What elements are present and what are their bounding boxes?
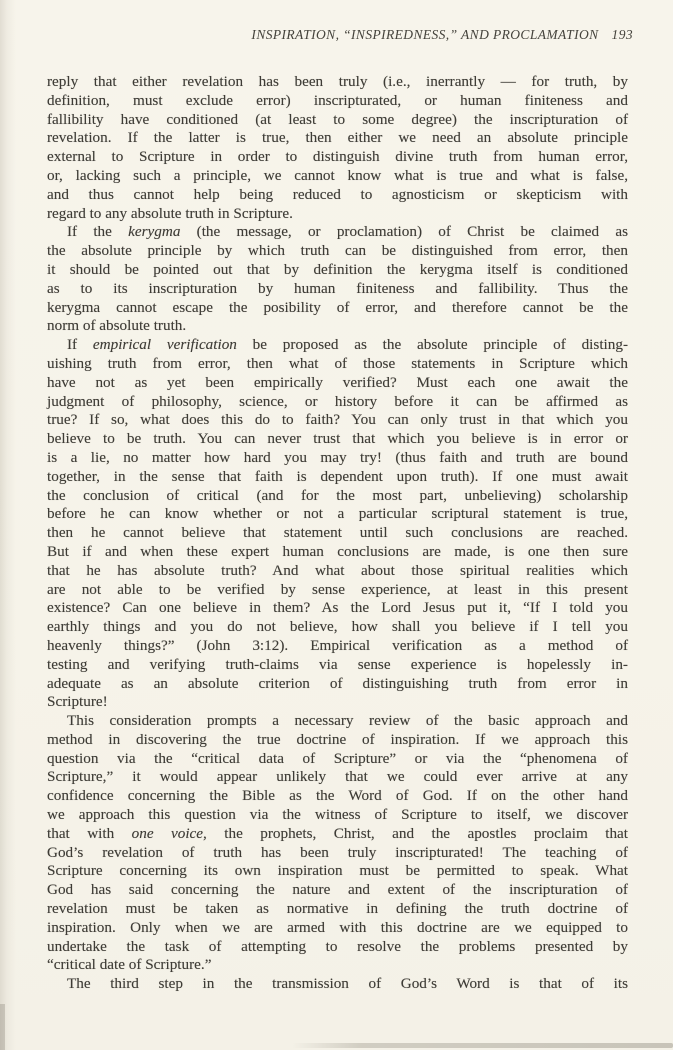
text-line: method in discovering the true doctrine of inspiration. If we approach this bbox=[47, 730, 628, 748]
text-line: God’s revelation of truth has been truly inscripturated! The teaching of bbox=[47, 843, 628, 861]
page-body bbox=[47, 73, 628, 994]
text-line: reply that either revelation has been truly (i.e., inerrantly — for truth, by bbox=[47, 73, 628, 90]
text-line: The third step in the transmission of God’s Word is that of its bbox=[67, 975, 628, 993]
text-line: true? If so, what does this do to faith? You can only trust in that which you bbox=[47, 411, 628, 429]
text-line: inspiration. Only when we are armed with this doctrine are we equipped to bbox=[47, 918, 628, 936]
scan-smudge bbox=[0, 1004, 5, 1050]
text-line: earthly things and you do not believe, how shall you believe if I tell you bbox=[47, 618, 628, 636]
text-line: fallibility have conditioned (at least to some degree) the inscripturation of bbox=[47, 110, 628, 128]
paragraph bbox=[47, 336, 628, 712]
text-line: This consideration prompts a necessary review of the basic approach and bbox=[67, 712, 628, 730]
text-line: question via the “critical data of Scripture” or via the “phenomena of bbox=[47, 749, 628, 767]
text-line: judgment of philosophy, science, or history before it can be affirmed as bbox=[47, 392, 628, 410]
text-line: regard to any absolute truth in Scripture. bbox=[47, 204, 293, 222]
text-line: external to Scripture in order to distinguish divine truth from human error, bbox=[47, 148, 628, 166]
paragraph bbox=[47, 975, 628, 994]
text-line: then he cannot believe that statement until such conclusions are reached. bbox=[47, 524, 628, 542]
text-line: together, in the sense that faith is dependent upon truth). If one must await bbox=[47, 467, 628, 485]
text-line: Scripture concerning its own inspiration must be permitted to speak. What bbox=[47, 862, 628, 880]
text-line: it should be pointed out that by definition the kerygma itself is conditioned bbox=[47, 260, 628, 278]
text-line: before he can know whether or not a particular scriptural statement is true, bbox=[47, 505, 628, 523]
text-line: and thus cannot help being reduced to agnosticism or skepticism with bbox=[47, 185, 628, 203]
text-line: have not as yet been empirically verified? Must each one await the bbox=[47, 373, 628, 391]
scan-edge-shadow bbox=[292, 1043, 673, 1048]
text-line: kerygma cannot escape the posibility of error, and therefore cannot be the bbox=[47, 298, 628, 316]
text-line: confidence concerning the Bible as the Word of God. If on the other hand bbox=[47, 787, 628, 805]
text-line: revelation must be taken as normative in defining the truth doctrine of bbox=[47, 900, 628, 918]
text-line: the absolute principle by which truth can be distinguished from error, then bbox=[47, 242, 628, 260]
text-line: or, lacking such a principle, we cannot know what is true and what is false, bbox=[47, 166, 628, 184]
text-line: uishing truth from error, then what of those statements in Scripture which bbox=[47, 354, 628, 372]
text-line: that with one voice, the prophets, Christ, and the apostles proclaim that bbox=[47, 824, 629, 842]
running-title: INSPIRATION, “INSPIREDNESS,” AND PROCLAMATION bbox=[251, 27, 599, 42]
text-line: the conclusion of critical (and for the most part, unbelieving) scholarship bbox=[47, 486, 628, 504]
text-line: revelation. If the latter is true, then either we need an absolute principle bbox=[47, 129, 628, 147]
text-line: Scripture,” it would appear unlikely that we could ever arrive at any bbox=[47, 768, 628, 786]
text-line: undertake the task of attempting to resolve the problems presented by bbox=[47, 937, 628, 955]
text-line: as to its inscripturation by human finiteness and fallibility. Thus the bbox=[47, 279, 628, 297]
text-line: If the kerygma (the message, or proclamation) of Christ be claimed as bbox=[67, 223, 628, 241]
text-line: existence? Can one believe in them? As the Lord Jesus put it, “If I told you bbox=[47, 599, 628, 617]
page-header bbox=[47, 27, 633, 43]
text-line: are not able to be verified by sense experience, at least in this present bbox=[47, 580, 628, 598]
text-line: norm of absolute truth. bbox=[47, 317, 187, 335]
text-line: Scripture! bbox=[47, 693, 108, 711]
text-line: definition, must exclude error) inscripturated, or human finiteness and bbox=[47, 91, 628, 109]
text-line: “critical date of Scripture.” bbox=[47, 956, 212, 974]
paragraph bbox=[47, 223, 628, 336]
text-line: heavenly things?” (John 3:12). Empirical verification as a method of bbox=[47, 636, 628, 654]
text-line: testing and verifying truth-claims via sense experience is hopelessly in- bbox=[47, 655, 628, 673]
text-line: adequate as an absolute criterion of distinguishing truth from error in bbox=[47, 674, 628, 692]
text-line: that he has absolute truth? And what about those spiritual realities which bbox=[47, 561, 628, 579]
text-line: believe to be truth. You can never trust that which you believe is in error or bbox=[47, 430, 628, 448]
paragraph bbox=[47, 73, 628, 223]
text-line: is a lie, no matter how hard you may try! (thus faith and truth are bound bbox=[47, 448, 628, 466]
text-line: If empirical verification be proposed as the absolute principle of disting- bbox=[67, 336, 629, 354]
text-line: But if and when these expert human conclusions are made, is one then sure bbox=[47, 542, 628, 560]
text-line: we approach this question via the witness of Scripture to itself, we discover bbox=[47, 806, 628, 824]
text-line: God has said concerning the nature and extent of the inscripturation of bbox=[47, 881, 628, 899]
paragraph bbox=[47, 712, 628, 975]
page-number: 193 bbox=[611, 27, 633, 42]
